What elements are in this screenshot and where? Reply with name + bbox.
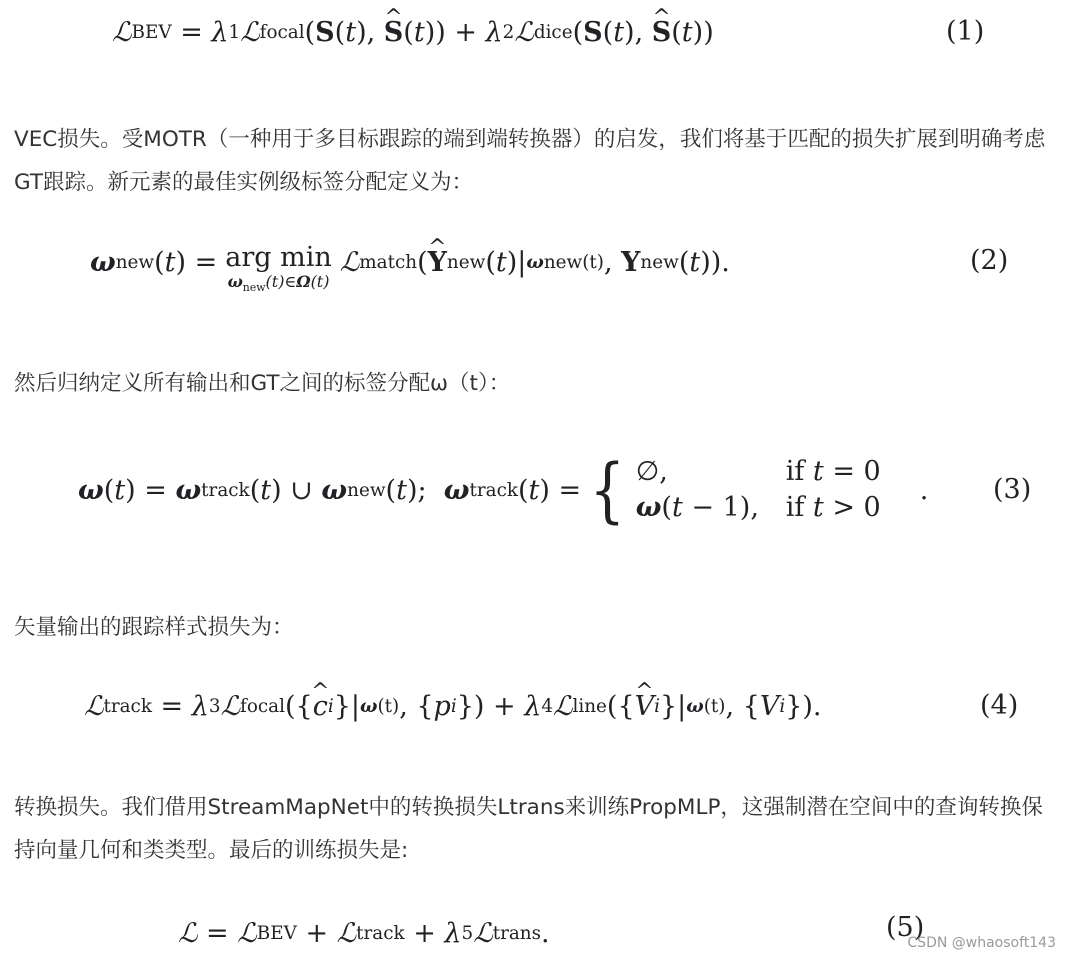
csdn-watermark: CSDN @whaosoft143 — [907, 935, 1056, 951]
equation-5-number: (5) — [886, 912, 925, 943]
paragraph-transform-loss: 转换损失。我们借用StreamMapNet中的转换损失Ltrans来训练PropMLP，这强制潜在空间中的查询转换保持向量几何和类类型。最后的训练损失是: — [14, 795, 1043, 863]
equation-3-number: (3) — [993, 474, 1032, 505]
paragraph-vec-loss: VEC损失。受MOTR（一种用于多目标跟踪的端到端转换器）的启发，我们将基于匹配的损失扩展到明确考虑GT跟踪。新元素的最佳实例级标签分配定义为： — [14, 127, 1046, 195]
equation-4-number: (4) — [980, 690, 1019, 721]
paragraph-label-assignment: 然后归纳定义所有输出和GT之间的标签分配ω（t）： — [14, 371, 511, 396]
equation-1-number: (1) — [946, 16, 985, 47]
equation-5: ℒ = ℒ BEV + ℒ track + λ 5 ℒ trans . — [178, 917, 550, 949]
equation-2: ω new ( t ) = arg min $\omega_{new}(t)\in\Omega(t)$ ℒ match ( ^ Y new ( t )| ωnew(t) , Y new ( t )). — [90, 232, 730, 292]
paragraph-track-loss: 矢量输出的跟踪样式损失为： — [14, 615, 294, 640]
equation-4: ℒ track = λ 3 ℒ focal ({ ^ c i }| ω(t) , { p i }) + λ 4 ℒ line ({ ^ V i }| ω(t) , { V i }). — [84, 676, 822, 736]
equation-2-number: (2) — [970, 245, 1009, 276]
equation-1: ℒ BEV = λ 1 ℒ focal ( S ( t ), ^ S ( t )) + λ 2 ℒ dice ( S ( t ), ^ S ( t )) — [112, 2, 714, 62]
equation-3: ω ( t ) = ω track ( t ) ∪ ω new ( t ); ω track ( t ) = { ∅, if t = 0 ω(t − 1), if t > 0 . — [78, 449, 929, 531]
